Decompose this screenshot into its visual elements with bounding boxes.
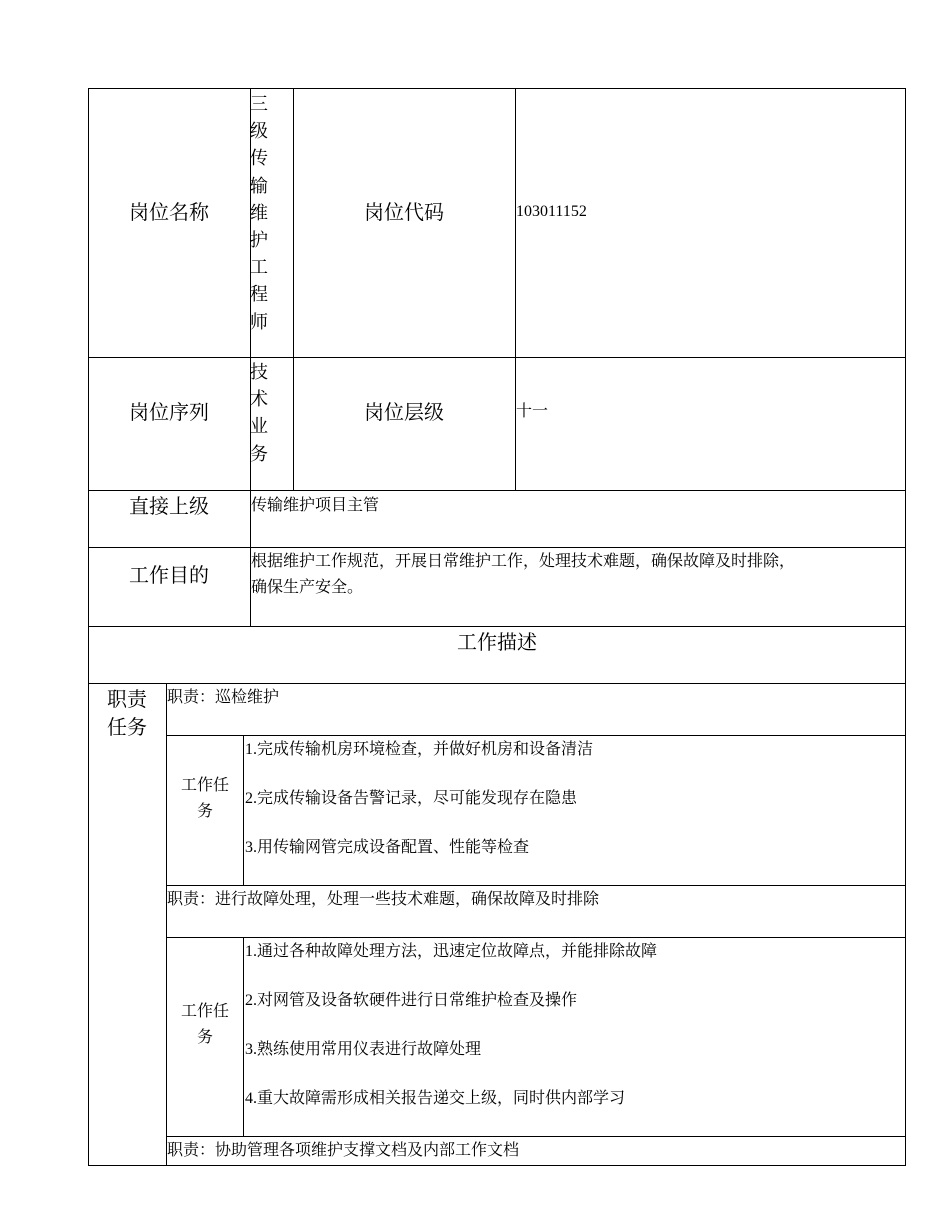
duty-title: 职责：巡检维护 (167, 689, 280, 706)
post-series-value: 技术业务 (250, 362, 268, 464)
post-series-label: 岗位序列 (129, 402, 209, 424)
task-item: 3.熟练使用常用仪表进行故障处理 (245, 1041, 482, 1058)
duty-title: 职责：进行故障处理，处理一些技术难题，确保故障及时排除 (167, 891, 600, 908)
row-divider (88, 683, 906, 684)
purpose-value-line2: 确保生产安全。 (251, 579, 364, 596)
post-level-value: 十一 (516, 403, 549, 420)
row-divider (166, 1136, 906, 1137)
task-item: 2.完成传输设备告警记录，尽可能发现存在隐患 (245, 790, 578, 807)
duty-title: 职责：协助管理各项维护支撑文档及内部工作文档 (167, 1142, 520, 1159)
row-divider (88, 357, 906, 358)
purpose-label: 工作目的 (129, 565, 209, 587)
row-divider (166, 885, 906, 886)
row-divider (88, 490, 906, 491)
col-divider (515, 88, 516, 490)
post-name-value: 三级传输维护工程师 (250, 94, 268, 332)
row-divider (166, 937, 906, 938)
work-description-title: 工作描述 (457, 632, 537, 654)
job-description-table (88, 88, 906, 1166)
superior-label: 直接上级 (129, 496, 209, 518)
superior-value: 传输维护项目主管 (251, 497, 380, 514)
post-name-label: 岗位名称 (129, 202, 209, 224)
work-task-label-text: 工作任务 (180, 777, 229, 820)
post-code-label: 岗位代码 (364, 202, 444, 224)
task-item: 2.对网管及设备软硬件进行日常维护检查及操作 (245, 992, 578, 1009)
task-item: 1.完成传输机房环境检查，并做好机房和设备清洁 (245, 741, 594, 758)
task-item: 1.通过各种故障处理方法，迅速定位故障点，并能排除故障 (245, 943, 658, 960)
work-task-label (166, 999, 244, 1051)
post-code-value: 103011152 (516, 203, 587, 220)
work-task-label-text: 工作任务 (180, 1003, 229, 1046)
col-divider (293, 88, 294, 490)
task-item: 3.用传输网管完成设备配置、性能等检查 (245, 839, 530, 856)
row-divider (88, 626, 906, 627)
row-divider (88, 547, 906, 548)
post-level-label: 岗位层级 (364, 402, 444, 424)
duty-task-label: 职责任务 (107, 689, 147, 739)
task-item: 4.重大故障需形成相关报告递交上级，同时供内部学习 (245, 1090, 626, 1107)
work-task-label (166, 773, 244, 825)
purpose-value-line1: 根据维护工作规范，开展日常维护工作，处理技术难题，确保故障及时排除， (251, 553, 796, 570)
row-divider (166, 735, 906, 736)
col-divider (166, 683, 167, 1166)
